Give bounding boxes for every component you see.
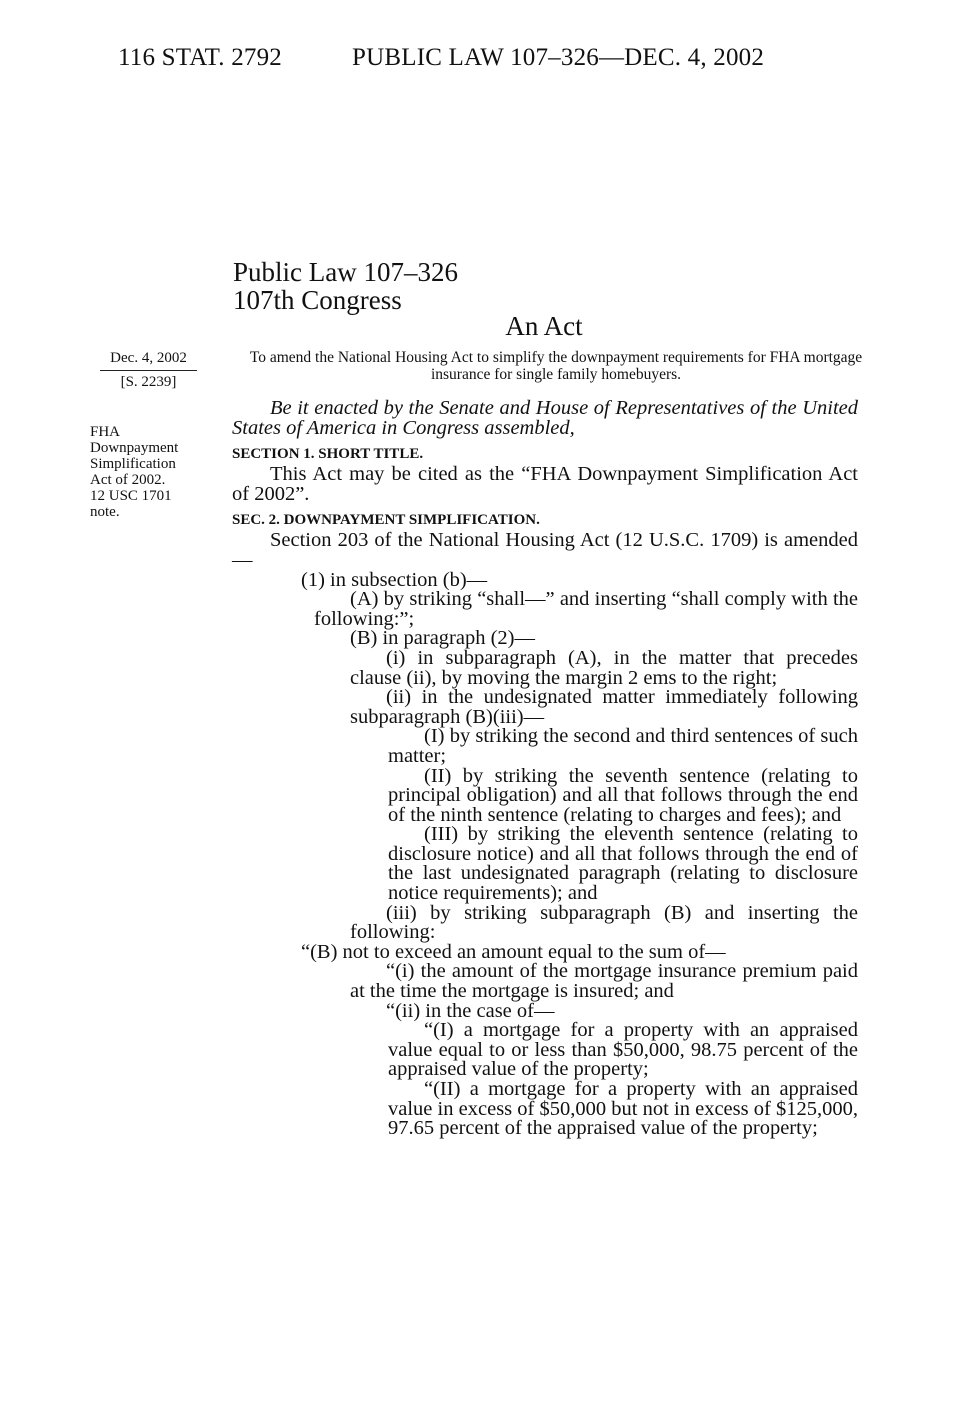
provision-paragraph: “(II) a mortgage for a property with an appraised value in excess of $50,000 but not in excess of $125,000, 97.65 percent of the appraised value of the property; bbox=[388, 1078, 858, 1140]
margin-divider bbox=[100, 370, 197, 371]
provision-paragraph: (ii) in the undesignated matter immediately following subparagraph (B)(iii)— bbox=[350, 686, 858, 728]
margin-date: Dec. 4, 2002 bbox=[110, 350, 187, 366]
margin-note-line: Simplification bbox=[90, 456, 176, 472]
provision-paragraph: (iii) by striking subparagraph (B) and inserting the following: bbox=[350, 901, 858, 944]
section-2-heading: SEC. 2. DOWNPAYMENT SIMPLIFICATION. bbox=[232, 512, 540, 529]
section-1-heading: SECTION 1. SHORT TITLE. bbox=[232, 446, 424, 463]
congress: 107th Congress bbox=[233, 285, 402, 315]
act-heading: An Act bbox=[505, 311, 583, 341]
law-number: Public Law 107–326 bbox=[233, 257, 458, 287]
provision-paragraph: (A) by striking “shall—” and inserting “shall comply with the following:”; bbox=[314, 588, 858, 630]
margin-note-line: note. bbox=[90, 504, 120, 520]
margin-note-line: FHA bbox=[90, 424, 121, 440]
provision-paragraph: “(B) not to exceed an amount equal to the sum of— bbox=[301, 940, 726, 963]
margin-note-line: 12 USC 1701 bbox=[90, 488, 172, 504]
margin-note-line: Act of 2002. bbox=[90, 472, 166, 488]
provision-paragraph: “(i) the amount of the mortgage insurance premium paid at the time the mortgage is insured; and bbox=[350, 960, 858, 1003]
running-header-page: 116 STAT. 2792 bbox=[118, 44, 282, 71]
margin-note-line: Downpayment bbox=[90, 440, 179, 456]
provision-paragraph: Section 203 of the National Housing Act (12 U.S.C. 1709) is amended— bbox=[232, 529, 858, 571]
provision-paragraph: (i) in subparagraph (A), in the matter that precedes clause (ii), by moving the margin 2 ems to the right; bbox=[350, 646, 858, 689]
running-header-title: PUBLIC LAW 107–326—DEC. 4, 2002 bbox=[352, 44, 765, 71]
enacting-clause: Be it enacted by the Senate and House of Representatives of the United States of America in Congress assembled, bbox=[232, 397, 858, 439]
purpose-statement: To amend the National Housing Act to simplify the downpayment requirements for FHA mortgage insurance for single family homebuyers. bbox=[249, 349, 863, 383]
provision-paragraph: (B) in paragraph (2)— bbox=[350, 627, 536, 650]
margin-bill-number: [S. 2239] bbox=[120, 374, 177, 390]
provision-paragraph: “(I) a mortgage for a property with an appraised value equal to or less than $50,000, 98.75 percent of the appraised value of the property; bbox=[388, 1019, 858, 1081]
margin-note-short-title bbox=[90, 424, 178, 520]
provision-paragraph: (1) in subsection (b)— bbox=[301, 568, 488, 591]
section-1-text: This Act may be cited as the “FHA Downpayment Simplification Act of 2002”. bbox=[232, 463, 858, 505]
act-body bbox=[232, 399, 858, 1139]
provision-paragraph: (II) by striking the seventh sentence (relating to principal obligation) and all that follows through the end of the ninth sentence (relating to charges and fees); and bbox=[388, 764, 858, 826]
provision-paragraph: “(ii) in the case of— bbox=[386, 999, 555, 1022]
provision-paragraph: (I) by striking the second and third sentences of such matter; bbox=[388, 725, 858, 767]
provision-paragraph: (III) by striking the eleventh sentence (relating to disclosure notice) and all that follows through the end of the last undesignated paragraph (relating to disclosure notice requirements); and bbox=[388, 823, 858, 905]
